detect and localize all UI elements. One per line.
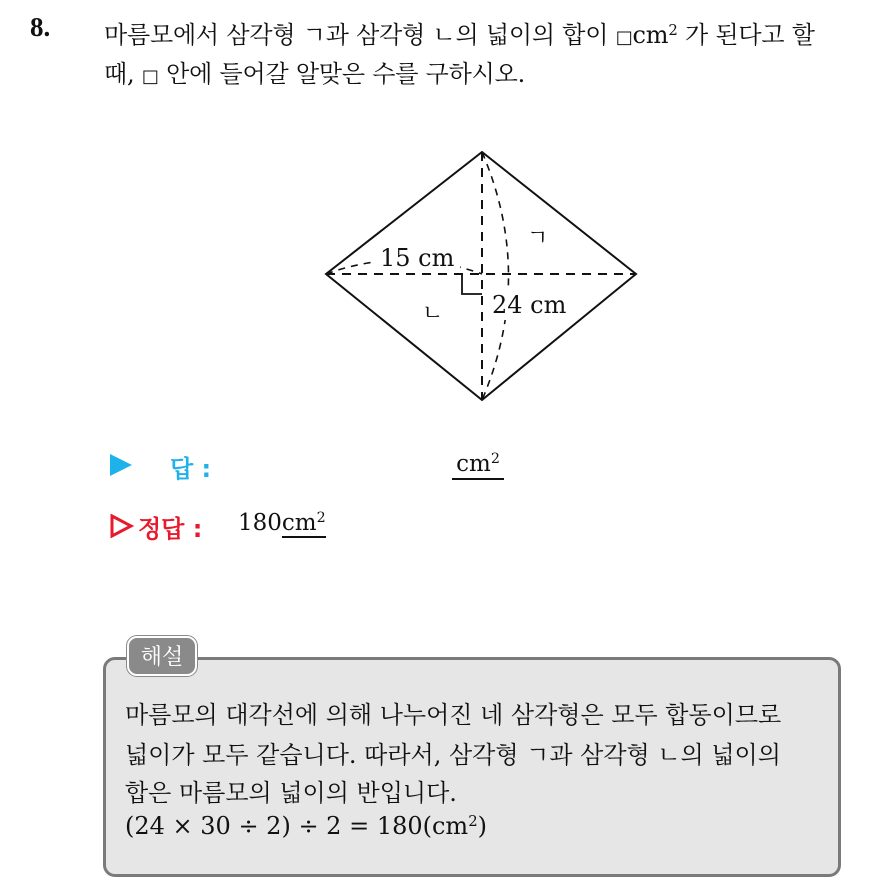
play-outline-icon (110, 514, 134, 538)
solution-tab: 해설 (127, 636, 197, 676)
correct-number: 180 (238, 510, 282, 536)
question-text-end: 가 된다고 할 (677, 21, 815, 49)
solution-equation: (24 × 30 ÷ 2) ÷ 2 = 180(cm (125, 812, 469, 840)
triangle-n-label: ㄴ (422, 301, 444, 326)
unit-text: cm (632, 21, 669, 49)
solution-equation-sup: 2 (468, 811, 478, 830)
width-label: 15 cm (380, 244, 455, 272)
correct-unit: $cm^2$ (281, 510, 326, 536)
answer-unit: cm (456, 451, 491, 477)
blank-box-symbol: □ (141, 66, 159, 87)
play-icon (110, 454, 132, 476)
blank-box-symbol: □ (615, 27, 633, 48)
solution-line-2: 넓이가 모두 같습니다. 따라서, 삼각형 ㄱ과 삼각형 ㄴ의 넓이의 (125, 741, 781, 769)
height-arc (482, 152, 509, 400)
correct-answer-value (238, 510, 326, 536)
right-angle-mark (462, 274, 482, 294)
triangle-g-label: ㄱ (527, 226, 549, 251)
question-text: 마름모에서 삼각형 ㄱ과 삼각형 ㄴ의 넓이의 합이 (104, 21, 616, 49)
answer-blank-field[interactable] (452, 450, 504, 480)
question-text-end: 안에 들어갈 알맞은 수를 구하시오. (158, 60, 526, 88)
height-label: 24 cm (492, 291, 567, 319)
solution-equation-end: ) (477, 812, 488, 840)
question-number: 8. (30, 12, 51, 42)
superscript: 2 (668, 20, 678, 39)
answer-unit-sup: 2 (490, 451, 500, 468)
solution-line-1: 마름모의 대각선에 의해 나누어진 네 삼각형은 모두 합동이므로 (125, 701, 782, 729)
correct-answer-label: 정답 : (138, 515, 203, 543)
solution-line-3: 합은 마름모의 넓이의 반입니다. (125, 779, 457, 807)
question-text-start: 때, (104, 60, 142, 88)
solution-line-4 (125, 812, 487, 840)
answer-label: 답 : (170, 455, 212, 483)
